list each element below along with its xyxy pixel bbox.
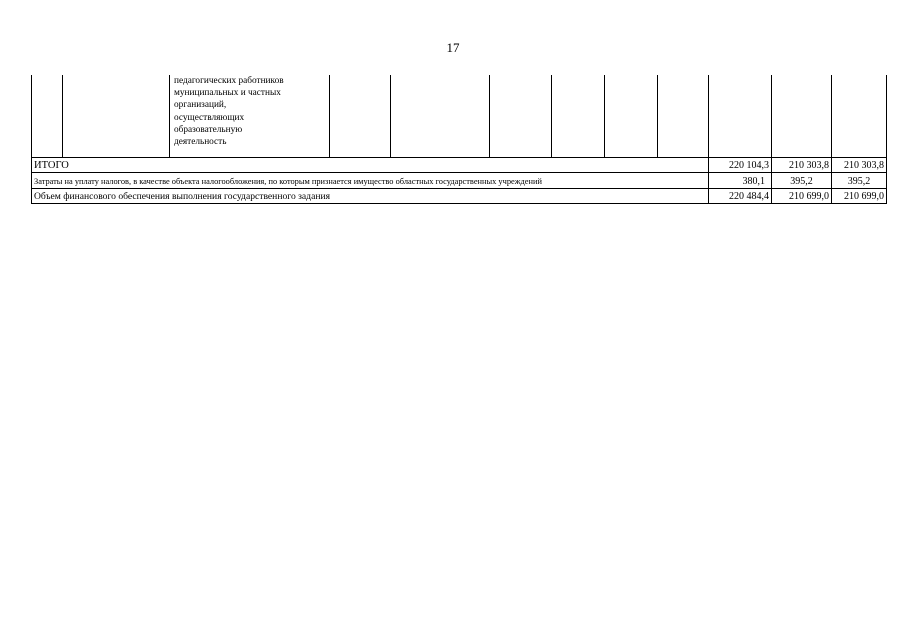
value-cell: 380,1	[709, 173, 772, 189]
value-cell: 210 699,0	[772, 189, 832, 204]
value-cell: 210 303,8	[772, 158, 832, 173]
budget-table	[31, 75, 887, 204]
cell-empty	[552, 75, 605, 158]
value-cell: 210 303,8	[832, 158, 887, 173]
table-row-total	[32, 158, 887, 173]
value-cell: 220 484,4	[709, 189, 772, 204]
cell-empty	[605, 75, 658, 158]
row-label: Объем финансового обеспечения выполнения государственного задания	[32, 189, 709, 204]
continued-text-cell	[170, 75, 330, 158]
continued-text-line: осуществляющих	[174, 112, 245, 123]
continued-text-line: муниципальных и частных	[174, 88, 281, 99]
value-cell: 220 104,3	[709, 158, 772, 173]
cell-empty	[330, 75, 391, 158]
value-cell: 395,2	[772, 173, 832, 189]
cell-empty	[490, 75, 552, 158]
page-number: 17	[446, 40, 460, 55]
cell-empty	[32, 75, 63, 158]
continued-text-line: организаций,	[174, 100, 227, 111]
continued-text-line: педагогических работников	[174, 76, 284, 86]
row-label: ИТОГО	[32, 158, 709, 173]
cell-empty	[63, 75, 170, 158]
cell-empty	[832, 75, 887, 158]
continued-row	[32, 75, 887, 158]
continued-text-line: деятельность	[174, 137, 227, 148]
table-row-financing	[32, 189, 887, 204]
row-label: Затраты на уплату налогов, в качестве объекта налогообложения, по которым признается имущество областных государственных учреждений	[32, 173, 709, 189]
table-row-tax	[32, 173, 887, 189]
continued-text-line: образовательную	[174, 124, 243, 135]
cell-empty	[658, 75, 709, 158]
cell-empty	[709, 75, 772, 158]
cell-empty	[391, 75, 490, 158]
cell-empty	[772, 75, 832, 158]
value-cell: 210 699,0	[832, 189, 887, 204]
value-cell: 395,2	[832, 173, 887, 189]
